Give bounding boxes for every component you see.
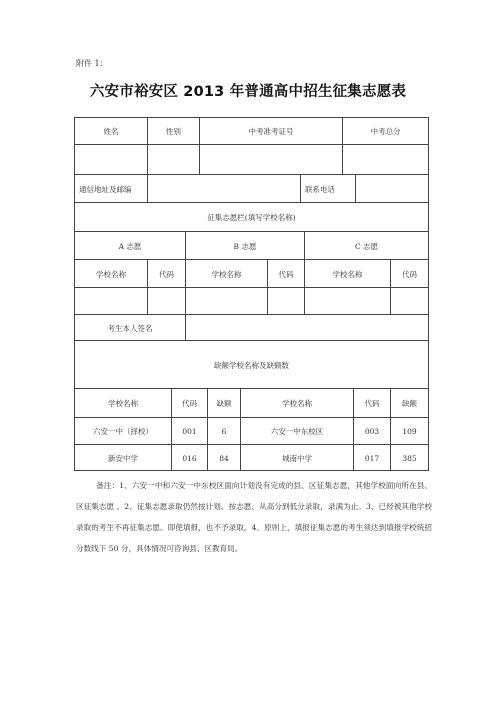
- choice-b-code-label: 代码: [268, 260, 305, 288]
- table-cell: 6: [208, 418, 241, 445]
- footnote-text: 备注：1、六安一中和六安一中东校区面向计划没有完成的县、区征集志愿，其他学校面向所在县、区征集志愿 。2、征集志愿录取仍然按计划、按志愿、从高分到低分录取，录满为止。3、已经被其他学校录取的考生不再征集志愿。即使填报，也不予录取。4、原则上，填报征集志愿的考生须达到填报学校统招分数线下 50 分，具体情况可咨询县、区教育局。: [76, 481, 432, 553]
- personal-info-input-row: [74, 144, 429, 175]
- vacancy-header-row: [74, 388, 429, 418]
- table-bottom-border: [74, 470, 429, 471]
- table-cell: 新安中学: [74, 445, 172, 471]
- footnote: [76, 475, 432, 559]
- attachment-label: 附件 1：: [76, 59, 108, 68]
- choice-c-school-label: 学校名称: [305, 260, 391, 288]
- contact-row: [74, 174, 429, 203]
- choice-b-label: B 志愿: [186, 232, 305, 260]
- choice-columns-row: [74, 259, 429, 288]
- table-row: [74, 417, 429, 445]
- choice-b-school-label: 学校名称: [186, 260, 268, 288]
- table-cell: 六安一中（择校）: [74, 418, 172, 445]
- choice-a-school-label: 学校名称: [74, 260, 148, 288]
- name-label: 姓名: [74, 118, 148, 145]
- table-cell: 016: [172, 445, 208, 471]
- personal-info-header-row: [74, 117, 429, 145]
- address-label: 通信地址及邮编: [74, 175, 148, 203]
- volunteer-section-label: 征集志愿栏(填写学校名称): [74, 203, 429, 232]
- choice-c-code-label: 代码: [391, 260, 429, 288]
- signature-row: [74, 314, 429, 341]
- signature-field[interactable]: [186, 315, 429, 341]
- vacancy-header-count-2: 缺额: [391, 389, 429, 418]
- total-score-label: 中考总分: [343, 118, 429, 145]
- choice-c-code-field[interactable]: [391, 288, 429, 315]
- total-score-field[interactable]: [343, 145, 429, 175]
- address-field[interactable]: [148, 175, 301, 203]
- choice-b-school-field[interactable]: [186, 288, 268, 315]
- table-cell: 城南中学: [241, 445, 354, 471]
- choice-c-label: C 志愿: [305, 232, 429, 260]
- page-title: 六安市裕安区 2013 年普通高中招生征集志愿表: [89, 84, 407, 100]
- vacancy-header-code-2: 代码: [354, 389, 391, 418]
- vacancy-header-school-2: 学校名称: [241, 389, 354, 418]
- table-cell: 109: [391, 418, 429, 445]
- vacancy-header-count-1: 缺额: [208, 389, 241, 418]
- choice-a-school-field[interactable]: [74, 288, 148, 315]
- table-row: [74, 444, 429, 471]
- vacancy-header-code-1: 代码: [172, 389, 208, 418]
- gender-label: 性别: [148, 118, 200, 145]
- phone-field[interactable]: [356, 175, 429, 203]
- choice-b-code-field[interactable]: [268, 288, 305, 315]
- table-cell: 003: [354, 418, 391, 445]
- choice-labels-row: [74, 231, 429, 260]
- choice-a-code-label: 代码: [148, 260, 186, 288]
- choice-a-code-field[interactable]: [148, 288, 186, 315]
- vacancy-section-row: [74, 340, 429, 389]
- table-cell: 017: [354, 445, 391, 471]
- choice-c-school-field[interactable]: [305, 288, 391, 315]
- exam-id-label: 中考准考证号: [200, 118, 343, 145]
- phone-label: 联系电话: [301, 175, 356, 203]
- volunteer-section-row: [74, 202, 429, 232]
- choice-input-row: [74, 287, 429, 315]
- choice-a-label: A 志愿: [74, 232, 186, 260]
- name-field[interactable]: [74, 145, 148, 175]
- exam-id-field[interactable]: [200, 145, 343, 175]
- vacancy-section-label: 缺额学校名称及缺额数: [74, 341, 429, 389]
- table-cell: 385: [391, 445, 429, 471]
- table-cell: 六安一中东校区: [241, 418, 354, 445]
- table-cell: 84: [208, 445, 241, 471]
- signature-label: 考生本人签名: [74, 315, 186, 341]
- gender-field[interactable]: [148, 145, 200, 175]
- table-cell: 001: [172, 418, 208, 445]
- vacancy-header-school-1: 学校名称: [74, 389, 172, 418]
